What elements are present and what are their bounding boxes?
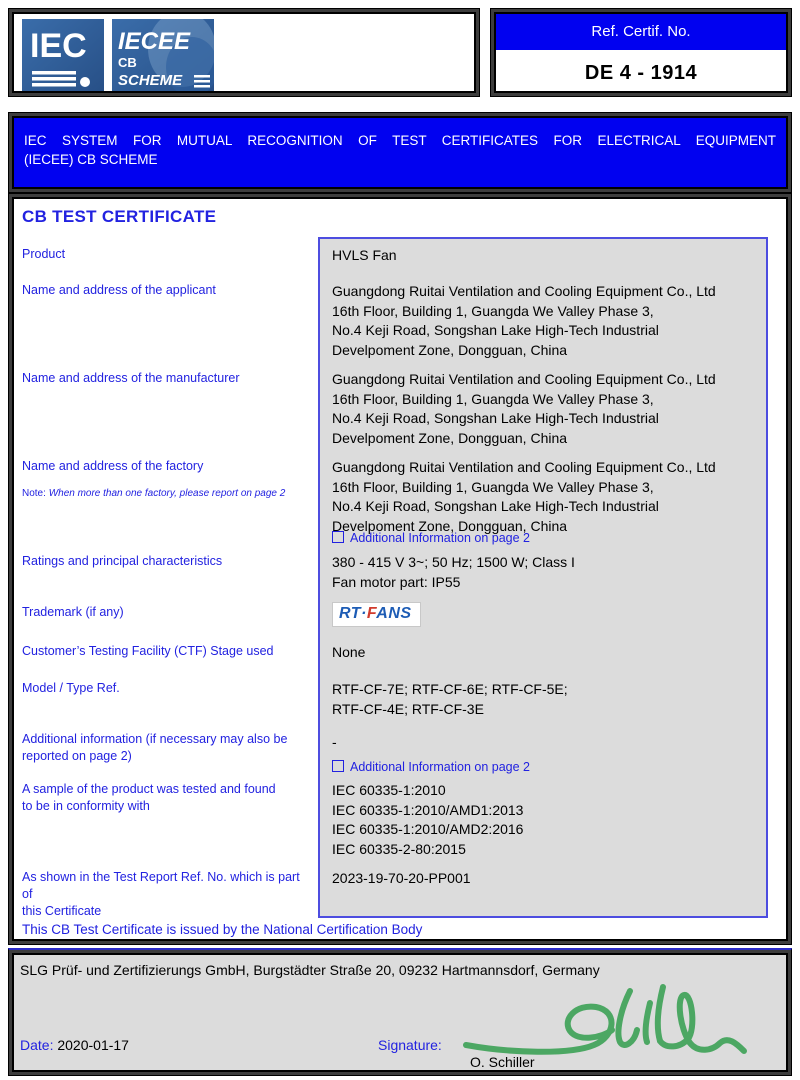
rt-fans-logo-f: F (366, 605, 377, 622)
value-product: HVLS Fan (332, 247, 397, 263)
iecee-logo-text: IECEE (118, 28, 191, 55)
iec-logo (22, 19, 104, 93)
checkbox-icon (332, 531, 344, 543)
factory-note (22, 487, 314, 500)
signature-label: Signature: (378, 1037, 442, 1053)
issued-by-line: This CB Test Certificate is issued by the National Certification Body (22, 922, 423, 937)
additional-info-page2 (332, 760, 530, 775)
certificate-body (8, 193, 792, 945)
ncb-signature-box (8, 948, 792, 1076)
banner-line2: (IECEE) CB SCHEME (24, 152, 158, 167)
label-trademark: Trademark (if any) (22, 605, 124, 619)
iec-iecee-logo (22, 19, 214, 93)
value-factory: Guangdong Ruitai Ventilation and Cooling Equipment Co., Ltd 16th Floor, Building 1, Guangda We Valley Phase 3, No.4 Keji Road, Songshan Lake High-Tech Industrial Develpoment Zone, Dongguan, China (332, 459, 716, 534)
ref-certif-box (490, 8, 792, 97)
value-additional-info: - (332, 734, 337, 750)
checkbox-icon (332, 760, 344, 772)
banner-line1: IEC SYSTEM FOR MUTUAL RECOGNITION OF TEST CERTIFICATES FOR ELECTRICAL EQUIPMENT (24, 133, 776, 148)
rt-fans-logo-ans: ANS (376, 605, 412, 622)
signatory-name: O. Schiller (470, 1054, 535, 1070)
value-test-report: 2023-19-70-20-PP001 (332, 870, 471, 886)
value-model: RTF-CF-7E; RTF-CF-6E; RTF-CF-5E; RTF-CF-4E; RTF-CF-3E (332, 681, 568, 717)
label-product: Product (22, 247, 66, 261)
value-ratings: 380 - 415 V 3~; 50 Hz; 1500 W; Class I Fan motor part: IP55 (332, 554, 575, 590)
label-additional-info: Additional information (if necessary may also be reported on page 2) (22, 732, 288, 763)
scheme-logo-text: SCHEME (118, 72, 183, 89)
rt-fans-logo-rt: RT· (339, 605, 367, 622)
value-manufacturer: Guangdong Ruitai Ventilation and Cooling Equipment Co., Ltd 16th Floor, Building 1, Guangda We Valley Phase 3, No.4 Keji Road, Songshan Lake High-Tech Industrial Develpoment Zone, Dongguan, China (332, 371, 716, 446)
ncb-address: SLG Prüf- und Zertifizierungs GmbH, Burgstädter Straße 20, 09232 Hartmannsdorf, Germany (20, 962, 600, 978)
label-model: Model / Type Ref. (22, 681, 120, 695)
iec-logo-text: IEC (30, 27, 87, 65)
date-value: 2020-01-17 (57, 1037, 129, 1053)
date-line (20, 1037, 129, 1053)
factory-note-text: When more than one factory, please report on page 2 (48, 488, 286, 499)
factory-note-prefix: Note: (22, 488, 49, 499)
date-label: Date: (20, 1037, 54, 1053)
label-conformity: A sample of the product was tested and found to be in conformity with (22, 782, 276, 813)
ref-certif-label: Ref. Certif. No. (496, 14, 786, 50)
label-manufacturer: Name and address of the manufacturer (22, 371, 240, 385)
factory-additional-info-text: Additional Information on page 2 (350, 531, 530, 545)
factory-additional-info (332, 531, 530, 546)
iec-iecee-logo-svg (22, 19, 214, 93)
label-factory: Name and address of the factory (22, 459, 204, 473)
additional-info-page2-text: Additional Information on page 2 (350, 760, 530, 774)
page-title: CB TEST CERTIFICATE (22, 207, 217, 226)
rt-fans-logo (332, 602, 421, 627)
value-ctf: None (332, 644, 366, 660)
label-ratings: Ratings and principal characteristics (22, 554, 223, 568)
label-test-report: As shown in the Test Report Ref. No. which is part of this Certificate (22, 870, 300, 918)
value-standards: IEC 60335-1:2010 IEC 60335-1:2010/AMD1:2013 IEC 60335-1:2010/AMD2:2016 IEC 60335-2-80:2015 (332, 782, 524, 857)
label-ctf: Customer’s Testing Facility (CTF) Stage used (22, 644, 274, 658)
label-applicant: Name and address of the applicant (22, 283, 216, 297)
header-logo-box (8, 8, 480, 97)
value-applicant: Guangdong Ruitai Ventilation and Cooling Equipment Co., Ltd 16th Floor, Building 1, Guangda We Valley Phase 3, No.4 Keji Road, Songshan Lake High-Tech Industrial Develpoment Zone, Dongguan, China (332, 283, 716, 358)
certificate-number: DE 4 - 1914 (584, 62, 698, 84)
scheme-banner (8, 112, 792, 193)
iecee-cb-scheme-logo (112, 19, 214, 93)
cb-logo-text: CB (118, 55, 137, 70)
